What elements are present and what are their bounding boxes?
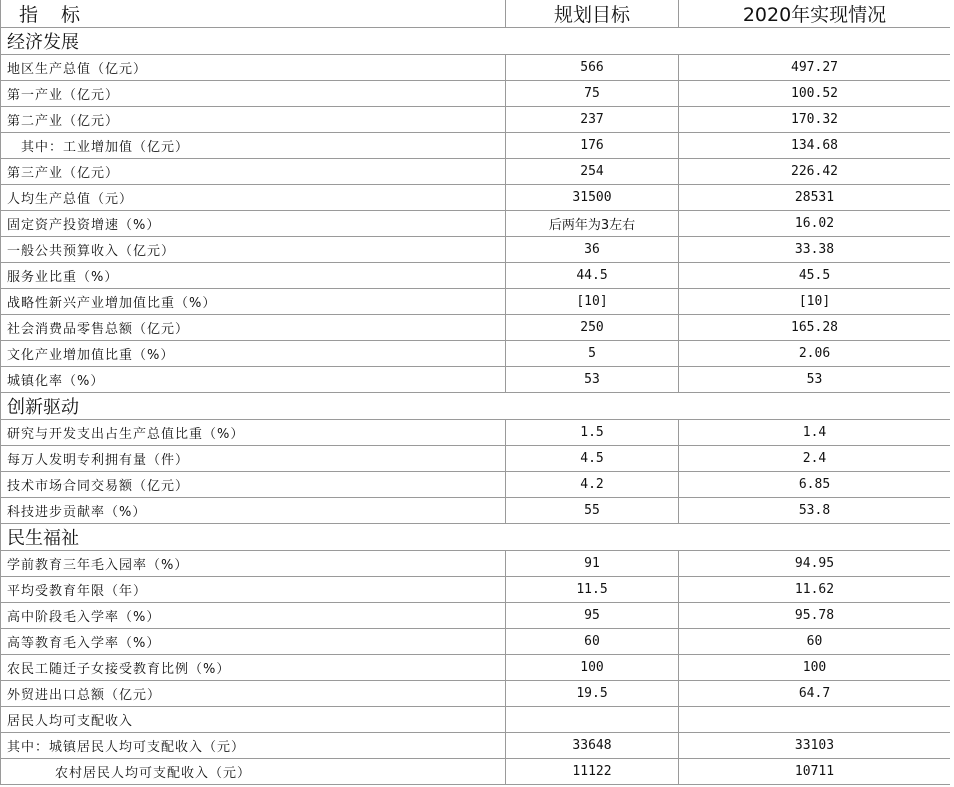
row-target: 53 [506, 367, 679, 393]
section-row [1, 28, 951, 55]
row-label: 一般公共预算收入（亿元） [1, 237, 506, 263]
row-target: 36 [506, 237, 679, 263]
row-target: 176 [506, 133, 679, 159]
row-actual [679, 707, 951, 733]
row-target: 254 [506, 159, 679, 185]
table-row [1, 55, 951, 81]
row-label: 农村居民人均可支配收入（元） [1, 759, 506, 785]
row-target: 237 [506, 107, 679, 133]
table-row [1, 341, 951, 367]
row-target: 1.5 [506, 420, 679, 446]
table-row [1, 133, 951, 159]
row-actual: 11.62 [679, 577, 951, 603]
row-actual: 2.4 [679, 446, 951, 472]
table-row [1, 681, 951, 707]
row-label: 地区生产总值（亿元） [1, 55, 506, 81]
row-actual: 53 [679, 367, 951, 393]
table-row [1, 367, 951, 393]
row-target: 250 [506, 315, 679, 341]
row-label: 城镇化率（%） [1, 367, 506, 393]
row-label: 每万人发明专利拥有量（件） [1, 446, 506, 472]
section-title: 创新驱动 [1, 393, 951, 420]
table-row [1, 707, 951, 733]
row-label: 居民人均可支配收入 [1, 707, 506, 733]
row-target: 100 [506, 655, 679, 681]
row-label: 文化产业增加值比重（%） [1, 341, 506, 367]
row-target: 44.5 [506, 263, 679, 289]
row-target: 91 [506, 551, 679, 577]
row-target: 566 [506, 55, 679, 81]
table-row [1, 81, 951, 107]
row-label: 第二产业（亿元） [1, 107, 506, 133]
section-row [1, 524, 951, 551]
row-actual: 10711 [679, 759, 951, 785]
row-actual: [10] [679, 289, 951, 315]
row-target: 95 [506, 603, 679, 629]
table-row [1, 603, 951, 629]
row-label: 科技进步贡献率（%） [1, 498, 506, 524]
table-row [1, 551, 951, 577]
table-row [1, 263, 951, 289]
row-target: 5 [506, 341, 679, 367]
row-actual: 134.68 [679, 133, 951, 159]
table-row [1, 185, 951, 211]
row-label: 学前教育三年毛入园率（%） [1, 551, 506, 577]
row-label: 农民工随迁子女接受教育比例（%） [1, 655, 506, 681]
row-actual: 95.78 [679, 603, 951, 629]
row-actual: 28531 [679, 185, 951, 211]
row-label: 战略性新兴产业增加值比重（%） [1, 289, 506, 315]
row-label: 第三产业（亿元） [1, 159, 506, 185]
row-actual: 33.38 [679, 237, 951, 263]
row-actual: 16.02 [679, 211, 951, 237]
row-label: 平均受教育年限（年） [1, 577, 506, 603]
row-label: 固定资产投资增速（%） [1, 211, 506, 237]
section-title: 经济发展 [1, 28, 951, 55]
row-target: 60 [506, 629, 679, 655]
table-row [1, 107, 951, 133]
table-row [1, 237, 951, 263]
row-label: 高中阶段毛入学率（%） [1, 603, 506, 629]
right-edge [950, 0, 954, 787]
table-row [1, 289, 951, 315]
table-row [1, 446, 951, 472]
row-label: 技术市场合同交易额（亿元） [1, 472, 506, 498]
table-row [1, 733, 951, 759]
row-actual: 60 [679, 629, 951, 655]
row-actual: 6.85 [679, 472, 951, 498]
row-actual: 226.42 [679, 159, 951, 185]
section-row [1, 393, 951, 420]
header-indicator: 指 标 [1, 0, 506, 28]
table-row [1, 420, 951, 446]
row-target: 4.5 [506, 446, 679, 472]
table-row [1, 759, 951, 785]
row-label: 其中：工业增加值（亿元） [1, 133, 506, 159]
row-target: 19.5 [506, 681, 679, 707]
row-actual: 64.7 [679, 681, 951, 707]
table-row [1, 159, 951, 185]
row-label: 其中：城镇居民人均可支配收入（元） [1, 733, 506, 759]
row-actual: 94.95 [679, 551, 951, 577]
row-target: 11122 [506, 759, 679, 785]
row-label: 外贸进出口总额（亿元） [1, 681, 506, 707]
row-actual: 497.27 [679, 55, 951, 81]
row-actual: 170.32 [679, 107, 951, 133]
row-label: 高等教育毛入学率（%） [1, 629, 506, 655]
row-actual: 1.4 [679, 420, 951, 446]
row-label: 第一产业（亿元） [1, 81, 506, 107]
table-row [1, 629, 951, 655]
row-target: 31500 [506, 185, 679, 211]
header-target: 规划目标 [506, 0, 679, 28]
row-actual: 100.52 [679, 81, 951, 107]
row-actual: 165.28 [679, 315, 951, 341]
row-label: 社会消费品零售总额（亿元） [1, 315, 506, 341]
row-actual: 53.8 [679, 498, 951, 524]
header-actual: 2020年实现情况 [679, 0, 951, 28]
row-label: 研究与开发支出占生产总值比重（%） [1, 420, 506, 446]
header-row [1, 0, 951, 28]
section-title: 民生福祉 [1, 524, 951, 551]
row-target: 55 [506, 498, 679, 524]
row-target: 4.2 [506, 472, 679, 498]
row-actual: 2.06 [679, 341, 951, 367]
table-row [1, 211, 951, 237]
row-actual: 33103 [679, 733, 951, 759]
row-actual: 45.5 [679, 263, 951, 289]
row-target: 75 [506, 81, 679, 107]
row-label: 人均生产总值（元） [1, 185, 506, 211]
row-target: 11.5 [506, 577, 679, 603]
table-row [1, 315, 951, 341]
row-actual: 100 [679, 655, 951, 681]
row-target [506, 707, 679, 733]
table-row [1, 655, 951, 681]
table-row [1, 498, 951, 524]
row-target: [10] [506, 289, 679, 315]
row-target: 后两年为3左右 [506, 211, 679, 237]
row-label: 服务业比重（%） [1, 263, 506, 289]
row-target: 33648 [506, 733, 679, 759]
table-row [1, 472, 951, 498]
table-row [1, 577, 951, 603]
